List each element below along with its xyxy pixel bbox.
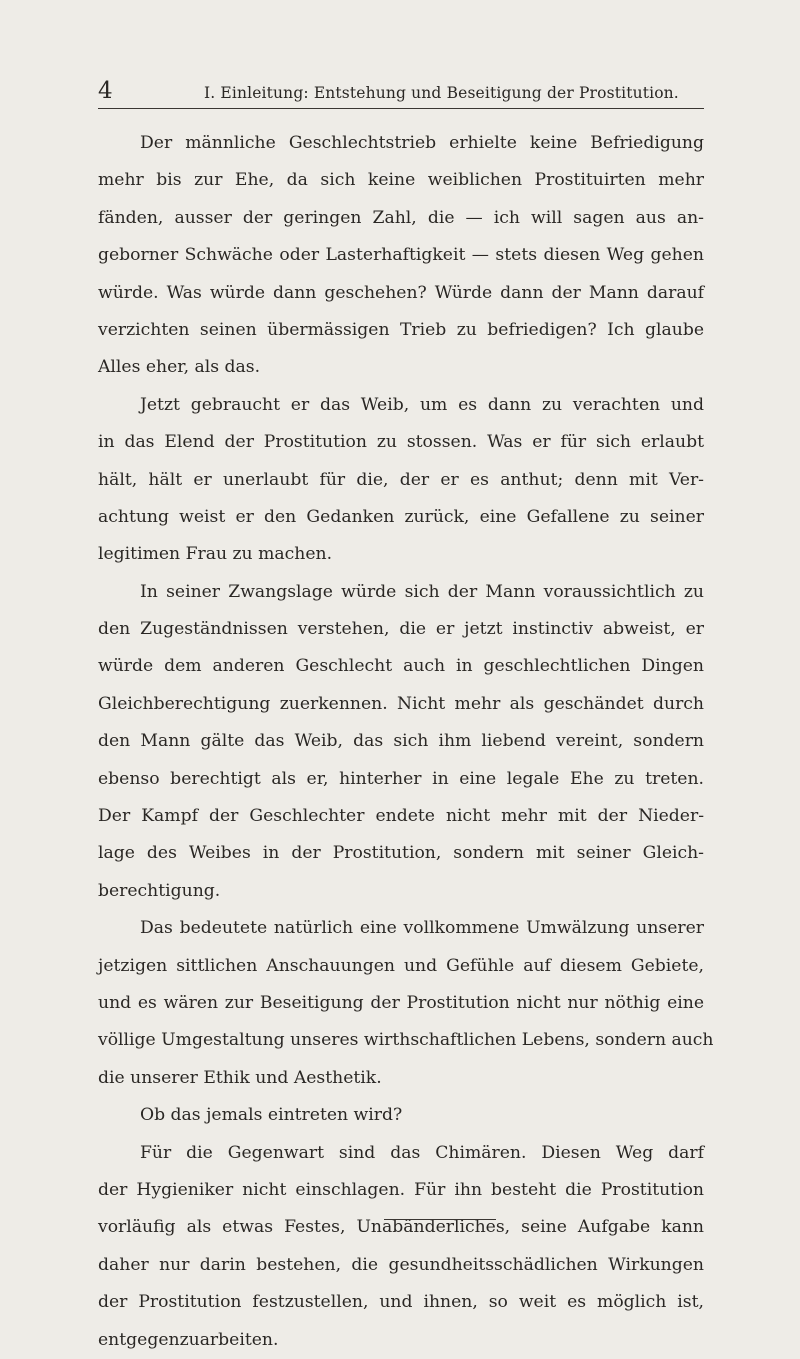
text-line: Gleichberechtigung zuerkennen. Nicht mehr als geschändet durch bbox=[98, 693, 704, 714]
header-title: I. Einleitung: Entstehung und Beseitigung der Prostitution. bbox=[204, 84, 679, 102]
text-line: der Prostitution festzustellen, und ihnen, so weit es möglich ist, bbox=[98, 1292, 704, 1313]
running-header bbox=[98, 80, 704, 109]
text-line: legitimen Frau zu machen. bbox=[98, 544, 333, 565]
text-line: Jetzt gebraucht er das Weib, um es dann zu verachten und bbox=[140, 394, 704, 415]
text-line: Der Kampf der Geschlechter endete nicht mehr mit der Nieder- bbox=[98, 806, 704, 827]
text-line: Alles eher, als das. bbox=[98, 357, 261, 378]
body-text bbox=[98, 125, 714, 1359]
text-line: entgegenzuarbeiten. bbox=[98, 1329, 279, 1350]
text-line: mehr bis zur Ehe, da sich keine weiblichen Prostituirten mehr bbox=[98, 170, 704, 191]
text-line: völlige Umgestaltung unseres wirthschaftlichen Lebens, sondern auch bbox=[98, 1030, 714, 1051]
text-line: in das Elend der Prostitution zu stossen. Was er für sich erlaubt bbox=[98, 432, 704, 453]
text-line: würde dem anderen Geschlecht auch in geschlechtlichen Dingen bbox=[98, 656, 704, 677]
text-line: den Zugeständnissen verstehen, die er jetzt instinctiv abweist, er bbox=[98, 619, 704, 640]
text-line: vorläufig als etwas Festes, Unabänderliches, seine Aufgabe kann bbox=[98, 1217, 704, 1238]
text-line: daher nur darin bestehen, die gesundheitsschädlichen Wirkungen bbox=[98, 1254, 704, 1275]
text-line: Der männliche Geschlechtstrieb erhielte keine Befriedigung bbox=[140, 133, 704, 153]
text-line: hält, hält er unerlaubt für die, der er es anthut; denn mit Ver- bbox=[98, 469, 704, 490]
text-line: die unserer Ethik und Aesthetik. bbox=[98, 1067, 382, 1088]
text-line: und es wären zur Beseitigung der Prostitution nicht nur nöthig eine bbox=[98, 992, 704, 1013]
text-line: würde. Was würde dann geschehen? Würde dann der Mann darauf bbox=[98, 282, 704, 303]
text-line: den Mann gälte das Weib, das sich ihm liebend vereint, sondern bbox=[98, 731, 704, 752]
text-line: geborner Schwäche oder Lasterhaftigkeit — stets diesen Weg gehen bbox=[98, 245, 704, 266]
text-line: lage des Weibes in der Prostitution, sondern mit seiner Gleich- bbox=[98, 843, 704, 864]
text-line: In seiner Zwangslage würde sich der Mann voraussichtlich zu bbox=[140, 581, 704, 602]
text-line: jetzigen sittlichen Anschauungen und Gefühle auf diesem Gebiete, bbox=[98, 955, 704, 976]
text-line: Ob das jemals eintreten wird? bbox=[140, 1105, 403, 1126]
text-line: achtung weist er den Gedanken zurück, eine Gefallene zu seiner bbox=[98, 506, 704, 527]
page-number: 4 bbox=[98, 78, 113, 104]
text-line: ebenso berechtigt als er, hinterher in eine legale Ehe zu treten. bbox=[98, 768, 704, 789]
text-line: Für die Gegenwart sind das Chimären. Diesen Weg darf bbox=[140, 1142, 704, 1163]
text-line: berechtigung. bbox=[98, 880, 221, 901]
text-line: der Hygieniker nicht einschlagen. Für ihn besteht die Prostitution bbox=[98, 1179, 704, 1200]
text-line: fänden, ausser der geringen Zahl, die — ich will sagen aus an- bbox=[98, 207, 704, 228]
text-line: verzichten seinen übermässigen Trieb zu befriedigen? Ich glaube bbox=[98, 319, 704, 340]
end-rule bbox=[384, 1219, 496, 1220]
text-line: Das bedeutete natürlich eine vollkommene Umwälzung unserer bbox=[140, 918, 704, 939]
